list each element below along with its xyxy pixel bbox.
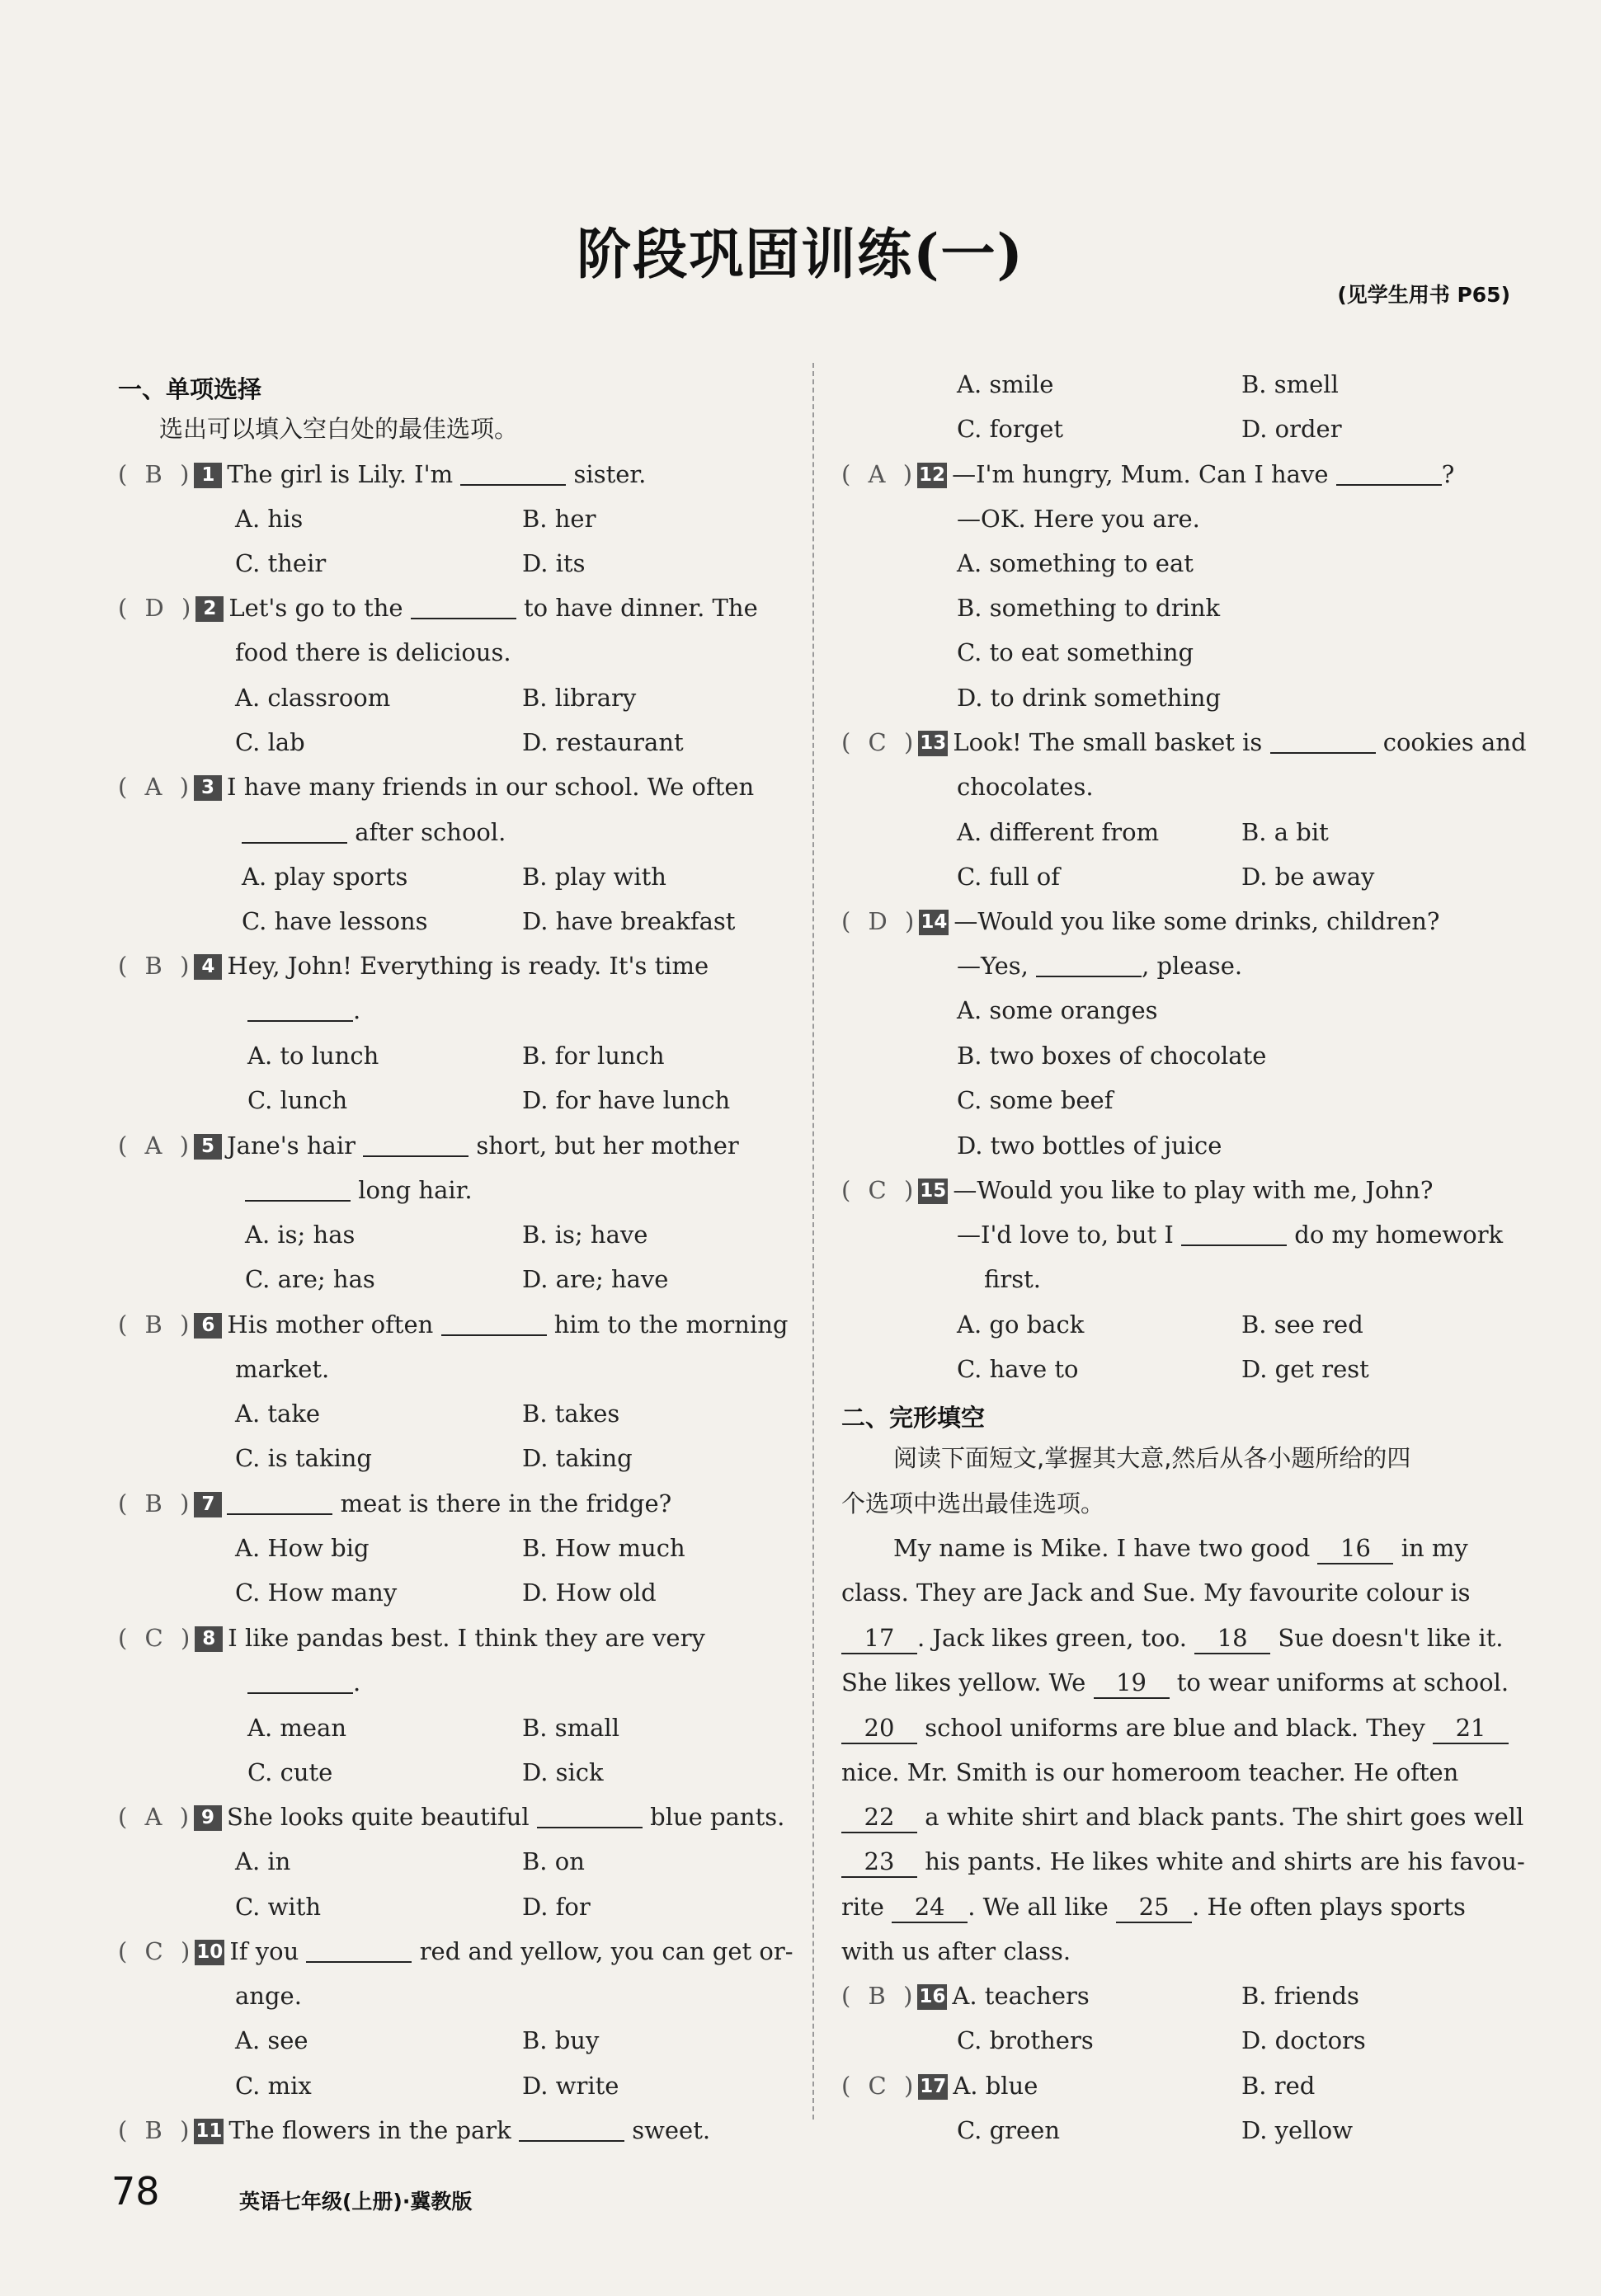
option-b: B. smell [1241, 370, 1339, 398]
answer-blank [1181, 1223, 1287, 1246]
option-a: A. something to eat [957, 549, 1194, 577]
option-b: B. is; have [522, 1221, 648, 1249]
option-c: C. brothers [957, 2026, 1094, 2054]
option-a: A. classroom [235, 684, 391, 712]
passage-line: with us after class. [841, 1937, 1071, 1965]
option-c: C. to eat something [957, 638, 1194, 666]
option-a: A. is; has [245, 1221, 356, 1249]
numbered-blank: 22 [841, 1802, 917, 1833]
answer-blank [1270, 731, 1376, 754]
question-10-stem-line2: ange. [235, 1982, 302, 2010]
question-15-stem-line3: first. [984, 1265, 1041, 1293]
option-b: B. small [522, 1714, 619, 1742]
question-number: 4 [194, 954, 222, 980]
question-number: 12 [917, 463, 947, 488]
reference-note: (见学生用书 P65) [1337, 283, 1510, 307]
passage-line: 23 his pants. He likes white and shirts are his favou- [841, 1847, 1525, 1878]
question-3-stem-line2: after school. [242, 817, 506, 847]
option-a: A. How big [235, 1534, 370, 1562]
question-3: ( A ) 3 I have many friends in our school. We often [118, 773, 755, 801]
option-b: B. her [522, 505, 596, 533]
question-number: 10 [195, 1940, 224, 1965]
option-c: C. have to [957, 1355, 1079, 1383]
answer-blank [247, 1671, 353, 1694]
section1-heading: 一、单项选择 [118, 375, 262, 403]
section2-instruction-line2: 个选项中选出最佳选项。 [841, 1489, 1105, 1517]
option-c: C. is taking [235, 1444, 372, 1472]
question-7: ( B ) 7 meat is there in the fridge? [118, 1489, 672, 1517]
option-b: B. for lunch [522, 1042, 665, 1070]
option-d: D. its [522, 549, 586, 577]
option-a: A. smile [957, 370, 1054, 398]
option-c: C. lab [235, 728, 305, 756]
question-8: ( C ) 8 I like pandas best. I think they are very [118, 1624, 705, 1652]
option-b: B. friends [1241, 1982, 1359, 2010]
answer-blank [1336, 463, 1442, 486]
option-d: D. get rest [1241, 1355, 1369, 1383]
question-number: 5 [194, 1134, 222, 1160]
option-c: C. are; has [245, 1265, 375, 1293]
question-14-stem-line2: —Yes, , please. [957, 952, 1243, 980]
option-a: A. some oranges [957, 996, 1158, 1024]
option-d: D. restaurant [522, 728, 684, 756]
numbered-blank: 18 [1194, 1623, 1270, 1654]
answer-blank [363, 1134, 469, 1157]
question-6: ( B ) 6 His mother often him to the morning [118, 1310, 789, 1339]
option-c: C. their [235, 549, 327, 577]
answer-blank [306, 1940, 412, 1963]
question-number: 9 [194, 1805, 222, 1831]
option-c: C. some beef [957, 1086, 1114, 1114]
option-c: C. forget [957, 415, 1064, 443]
answer-blank [519, 2119, 624, 2142]
option-d: D. be away [1241, 863, 1375, 891]
option-c: C. with [235, 1893, 322, 1921]
question-number: 17 [918, 2074, 948, 2100]
question-1: ( B ) 1 The girl is Lily. I'm sister. [118, 460, 647, 488]
passage-line: 20 school uniforms are blue and black. They 21 [841, 1713, 1509, 1744]
option-a: A. go back [957, 1310, 1085, 1339]
page-number: 78 [111, 2169, 160, 2214]
answer-blank [537, 1805, 643, 1828]
numbered-blank: 24 [892, 1892, 968, 1923]
answer-blank [245, 1179, 351, 1202]
question-number: 16 [917, 1984, 947, 2010]
option-b: B. two boxes of chocolate [957, 1042, 1267, 1070]
passage-line: 22 a white shirt and black pants. The shirt goes well [841, 1802, 1523, 1833]
passage-line: nice. Mr. Smith is our homeroom teacher. He often [841, 1758, 1459, 1786]
section2-instruction-line1: 阅读下面短文,掌握其大意,然后从各小题所给的四 [893, 1444, 1411, 1472]
passage-line: My name is Mike. I have two good 16 in my [893, 1533, 1468, 1564]
option-d: D. How old [522, 1578, 657, 1607]
option-a: A. teachers [952, 1982, 1090, 2010]
column-divider [812, 363, 814, 2120]
answer-blank [227, 1492, 332, 1515]
question-number: 8 [195, 1626, 223, 1652]
option-a: A. in [235, 1847, 291, 1875]
answer-blank [411, 596, 516, 619]
option-c: C. mix [235, 2072, 312, 2100]
question-12: ( A )12 —I'm hungry, Mum. Can I have ? [841, 460, 1455, 488]
question-13-stem-line2: chocolates. [957, 773, 1094, 801]
option-d: D. for have lunch [522, 1086, 731, 1114]
question-13: ( C )13 Look! The small basket is cookies and [841, 728, 1527, 756]
question-16: ( B )16 A. teachers [841, 1982, 1090, 2010]
option-a: A. see [235, 2026, 308, 2054]
option-d: D. for [522, 1893, 591, 1921]
question-number: 2 [195, 596, 224, 622]
option-d: D. write [522, 2072, 619, 2100]
question-number: 7 [194, 1492, 222, 1517]
question-number: 13 [918, 731, 948, 756]
option-c: C. How many [235, 1578, 398, 1607]
question-5: ( A ) 5 Jane's hair short, but her mother [118, 1132, 739, 1160]
option-b: B. library [522, 684, 637, 712]
question-number: 6 [194, 1313, 222, 1339]
question-4-stem-line2: . [247, 995, 360, 1025]
option-a: A. mean [247, 1714, 347, 1742]
option-d: D. to drink something [957, 684, 1222, 712]
section1-instruction: 选出可以填入空白处的最佳选项。 [159, 415, 519, 443]
option-c: C. cute [247, 1758, 333, 1786]
option-b: B. red [1241, 2072, 1316, 2100]
answer-blank [441, 1313, 547, 1336]
question-2: ( D ) 2 Let's go to the to have dinner. The [118, 594, 758, 622]
option-a: A. blue [953, 2072, 1038, 2100]
numbered-blank: 23 [841, 1847, 917, 1878]
answer-blank [247, 999, 353, 1022]
numbered-blank: 16 [1317, 1533, 1393, 1564]
option-a: A. play sports [242, 863, 408, 891]
option-d: D. are; have [522, 1265, 669, 1293]
option-b: B. a bit [1241, 818, 1329, 846]
option-b: B. on [522, 1847, 585, 1875]
question-number: 11 [194, 2119, 224, 2144]
option-c: C. have lessons [242, 907, 428, 935]
question-11: ( B )11 The flowers in the park sweet. [118, 2116, 711, 2144]
question-8-stem-line2: . [247, 1668, 360, 1697]
section2-heading: 二、完形填空 [841, 1404, 986, 1432]
option-d: D. yellow [1241, 2116, 1354, 2144]
option-b: B. play with [522, 863, 666, 891]
question-9: ( A ) 9 She looks quite beautiful blue pants. [118, 1803, 785, 1831]
option-b: B. How much [522, 1534, 685, 1562]
option-d: D. taking [522, 1444, 633, 1472]
question-5-stem-line2: long hair. [245, 1175, 473, 1205]
question-number: 3 [194, 775, 222, 801]
question-6-stem-line2: market. [235, 1355, 330, 1383]
passage-line: 17 . Jack likes green, too. 18 Sue doesn't like it. [841, 1623, 1504, 1654]
option-b: B. see red [1241, 1310, 1363, 1339]
numbered-blank: 25 [1116, 1892, 1192, 1923]
option-b: B. buy [522, 2026, 600, 2054]
passage-line: class. They are Jack and Sue. My favourite colour is [841, 1578, 1471, 1607]
question-14: ( D )14 —Would you like some drinks, children? [841, 907, 1440, 935]
question-number: 1 [194, 463, 222, 488]
option-b: B. takes [522, 1400, 620, 1428]
numbered-blank: 19 [1094, 1668, 1170, 1699]
numbered-blank: 20 [841, 1713, 917, 1744]
answer-blank [1036, 954, 1142, 977]
numbered-blank: 21 [1433, 1713, 1509, 1744]
option-c: C. full of [957, 863, 1060, 891]
question-number: 14 [919, 910, 949, 935]
answer-mark: ( B ) [118, 460, 195, 488]
question-15: ( C )15 —Would you like to play with me, John? [841, 1176, 1434, 1204]
answer-blank [460, 463, 566, 486]
answer-blank [242, 821, 347, 844]
book-title: 英语七年级(上册)·冀教版 [239, 2190, 473, 2214]
question-2-stem-line2: food there is delicious. [235, 638, 511, 666]
question-4: ( B ) 4 Hey, John! Everything is ready. It's time [118, 952, 709, 980]
option-a: A. to lunch [247, 1042, 379, 1070]
option-d: D. doctors [1241, 2026, 1366, 2054]
option-d: D. sick [522, 1758, 604, 1786]
option-b: B. something to drink [957, 594, 1221, 622]
question-15-stem-line2: —I'd love to, but I do my homework [957, 1221, 1504, 1249]
passage-line: She likes yellow. We 19 to wear uniforms at school. [841, 1668, 1509, 1699]
option-a: A. different from [957, 818, 1160, 846]
option-d: D. order [1241, 415, 1342, 443]
option-d: D. two bottles of juice [957, 1132, 1222, 1160]
question-10: ( C )10 If you red and yellow, you can get or- [118, 1937, 793, 1965]
page-title: 阶段巩固训练(一) [577, 222, 1024, 286]
option-a: A. take [235, 1400, 321, 1428]
question-17: ( C )17 A. blue [841, 2072, 1038, 2100]
option-d: D. have breakfast [522, 907, 736, 935]
numbered-blank: 17 [841, 1623, 917, 1654]
question-12-stem-line2: —OK. Here you are. [957, 505, 1200, 533]
question-number: 15 [918, 1179, 948, 1204]
option-c: C. lunch [247, 1086, 348, 1114]
passage-line: rite 24 . We all like 25 . He often plays sports [841, 1892, 1466, 1923]
option-c: C. green [957, 2116, 1061, 2144]
option-a: A. his [235, 505, 304, 533]
